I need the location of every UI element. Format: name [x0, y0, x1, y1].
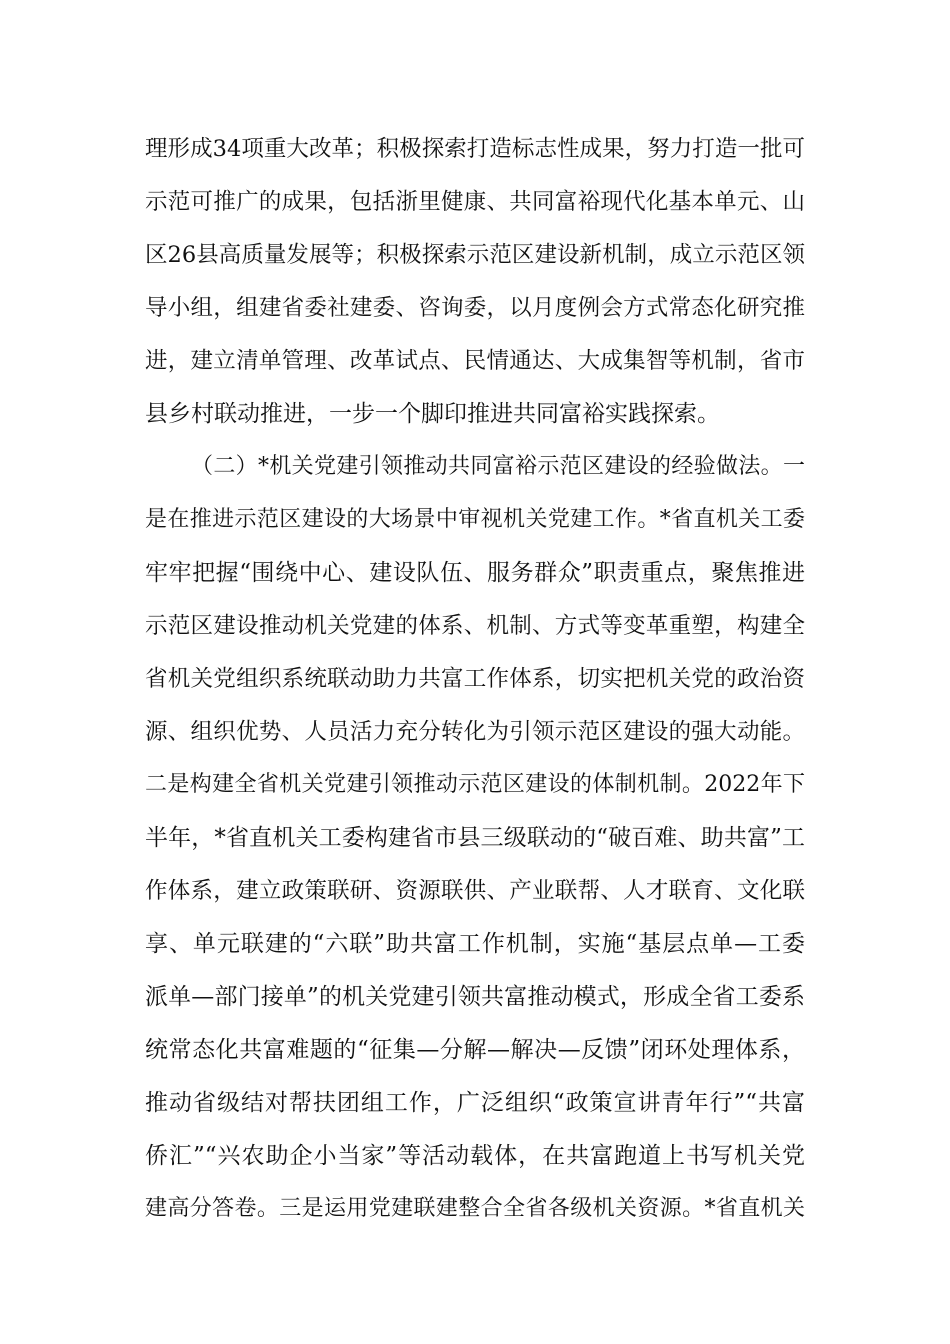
text-line: 县乡村联动推进，一步一个脚印推进共同富裕实践探索。 — [145, 401, 720, 427]
text-line: 源、组织优势、人员活力充分转化为引领示范区建设的强大动能。 — [145, 719, 805, 745]
text-line: 作体系，建立政策联研、资源联供、产业联帮、人才联育、文化联 — [145, 878, 805, 904]
text-line: 建高分答卷。三是运用党建联建整合全省各级机关资源。*省直机关 — [145, 1196, 805, 1221]
text-line: 区26县高质量发展等；积极探索示范区建设新机制，成立示范区领 — [145, 242, 805, 268]
text-line: 示范区建设推动机关党建的体系、机制、方式等变革重塑，构建全 — [145, 613, 805, 639]
text-line: 牢牢把握“围绕中心、建设队伍、服务群众”职责重点，聚焦推进 — [145, 560, 805, 586]
text-line: 推动省级结对帮扶团组工作，广泛组织“政策宣讲青年行”“共富 — [145, 1090, 805, 1116]
text-line: 统常态化共富难题的“征集—分解—解决—反馈”闭环处理体系， — [145, 1037, 805, 1063]
text-line: 是在推进示范区建设的大场景中审视机关党建工作。*省直机关工委 — [145, 507, 805, 532]
text-line: 侨汇”“兴农助企小当家”等活动载体，在共富跑道上书写机关党 — [145, 1143, 805, 1169]
text-line: 派单—部门接单”的机关党建引领共富推动模式，形成全省工委系 — [145, 984, 805, 1010]
text-line: 半年，*省直机关工委构建省市县三级联动的“破百难、助共富”工 — [145, 825, 805, 851]
text-line: 享、单元联建的“六联”助共富工作机制，实施“基层点单—工委 — [145, 931, 805, 957]
text-line: 二是构建全省机关党建引领推动示范区建设的体制机制。2022年下 — [145, 772, 805, 797]
text-line: 导小组，组建省委社建委、咨询委，以月度例会方式常态化研究推 — [145, 295, 805, 321]
text-line: 理形成34项重大改革；积极探索打造标志性成果，努力打造一批可 — [145, 136, 805, 162]
text-line: 示范可推广的成果，包括浙里健康、共同富裕现代化基本单元、山 — [145, 189, 805, 215]
text-line: 省机关党组织系统联动助力共富工作体系，切实把机关党的政治资 — [145, 666, 805, 692]
section-heading-line: （二）*机关党建引领推动共同富裕示范区建设的经验做法。一 — [191, 454, 805, 479]
text-line: 进，建立清单管理、改革试点、民情通达、大成集智等机制，省市 — [145, 348, 805, 374]
